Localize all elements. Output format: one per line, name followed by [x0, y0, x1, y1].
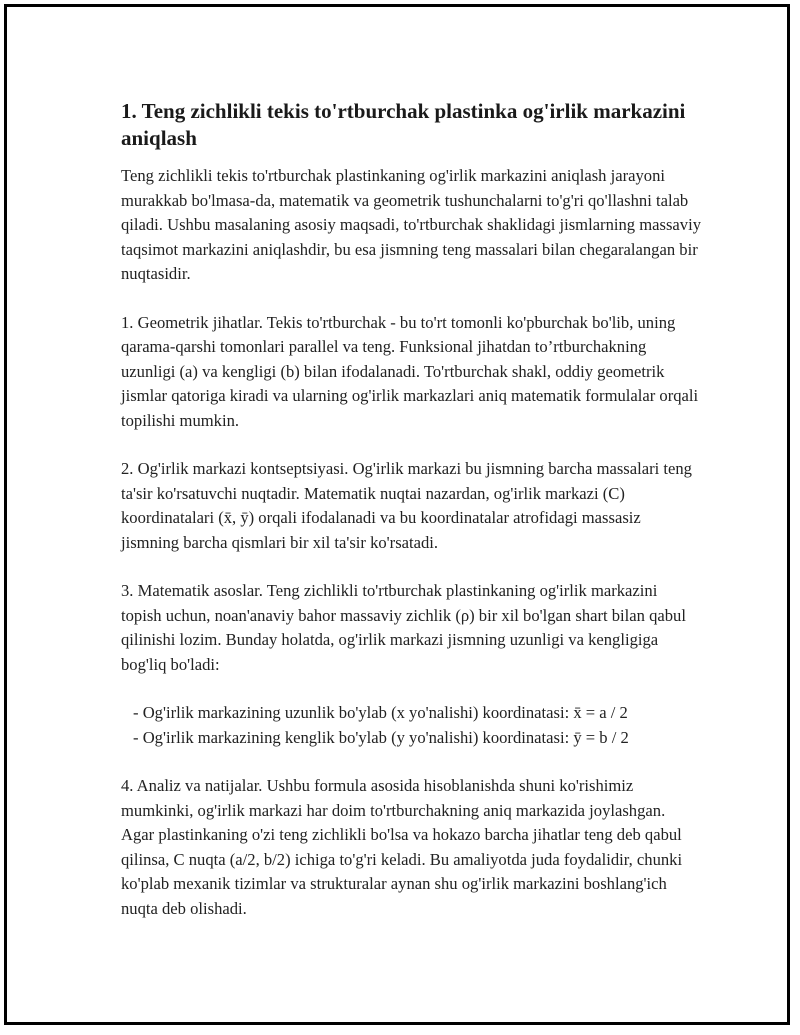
document-body: [121, 98, 701, 945]
formula-x: - Og'irlik markazining uzunlik bo'ylab (x yo'nalishi) koordinatasi: x̄ = a / 2: [133, 701, 701, 726]
section-geometric-aspects: 1. Geometrik jihatlar. Tekis to'rtburchak - bu to'rt tomonli ko'pburchak bo'lib, uning qarama-qarshi tomonlari parallel va teng. Funksional jihatdan to’rtburchakning uzunligi (a) va kengligi (b) bilan ifodalanadi. To'rtburchak shakl, oddiy geometrik jismlar qatoriga kiradi va ularning og'irlik markazlari aniq matematik formulalar orqali topilishi mumkin.: [121, 312, 699, 430]
document-title: 1. Teng zichlikli tekis to'rtburchak plastinka og'irlik markazini aniqlash: [121, 99, 686, 150]
section-mathematical-basis: 3. Matematik asoslar. Teng zichlikli to'rtburchak plastinkaning og'irlik markazini topish uchun, noan'anaviy bahor massaviy zichlik (ρ) bir xil bo'lgan shart bilan qabul qilinishi lozim. Bunday holatda, og'irlik markazi jismning uzunligi va kengligiga bog'liq bo'ladi:: [121, 581, 686, 674]
formula-y: - Og'irlik markazining kenglik bo'ylab (y yo'nalishi) koordinatasi: ȳ = b / 2: [133, 726, 701, 751]
section-analysis-results: 4. Analiz va natijalar. Ushbu formula asosida hisoblanishda shuni ko'rishimiz mumkinki, og'irlik markazi har doim to'rtburchakning aniq markazida joylashgan. Agar plastinkaning o'zi teng zichlikli bo'lsa va hokazo barcha jihatlar teng deb qabul qilinsa, C nuqta (a/2, b/2) ichiga to'g'ri keladi. Bu amaliyotda juda foydalidir, chunki ko'plab mexanik tizimlar va strukturalar aynan shu og'irlik markazini boshlang'ich nuqta deb olishadi.: [121, 776, 683, 918]
formula-list: [121, 701, 701, 750]
section-center-of-mass-concept: 2. Og'irlik markazi kontseptsiyasi. Og'irlik markazi bu jismning barcha massalari teng ta'sir ko'rsatuvchi nuqtadir. Matematik nuqtai nazardan, og'irlik markazi (C) koordinatalari (x̄, ȳ) orqali ifodalanadi va bu koordinatalar atrofidagi massasiz jismning barcha qismlari bir xil ta'sir ko'rsatadi.: [121, 459, 692, 552]
intro-paragraph: Teng zichlikli tekis to'rtburchak plastinkaning og'irlik markazini aniqlash jarayoni murakkab bo'lmasa-da, matematik va geometrik tushunchalarni to'g'ri qo'llashni talab qiladi. Ushbu masalaning asosiy maqsadi, to'rtburchak shaklidagi jismlarning massaviy taqsimot markazini aniqlashdir, bu esa jismning teng massalari bilan chegaralangan bir nuqtasidir.: [121, 166, 701, 283]
page-frame: [4, 4, 790, 1025]
